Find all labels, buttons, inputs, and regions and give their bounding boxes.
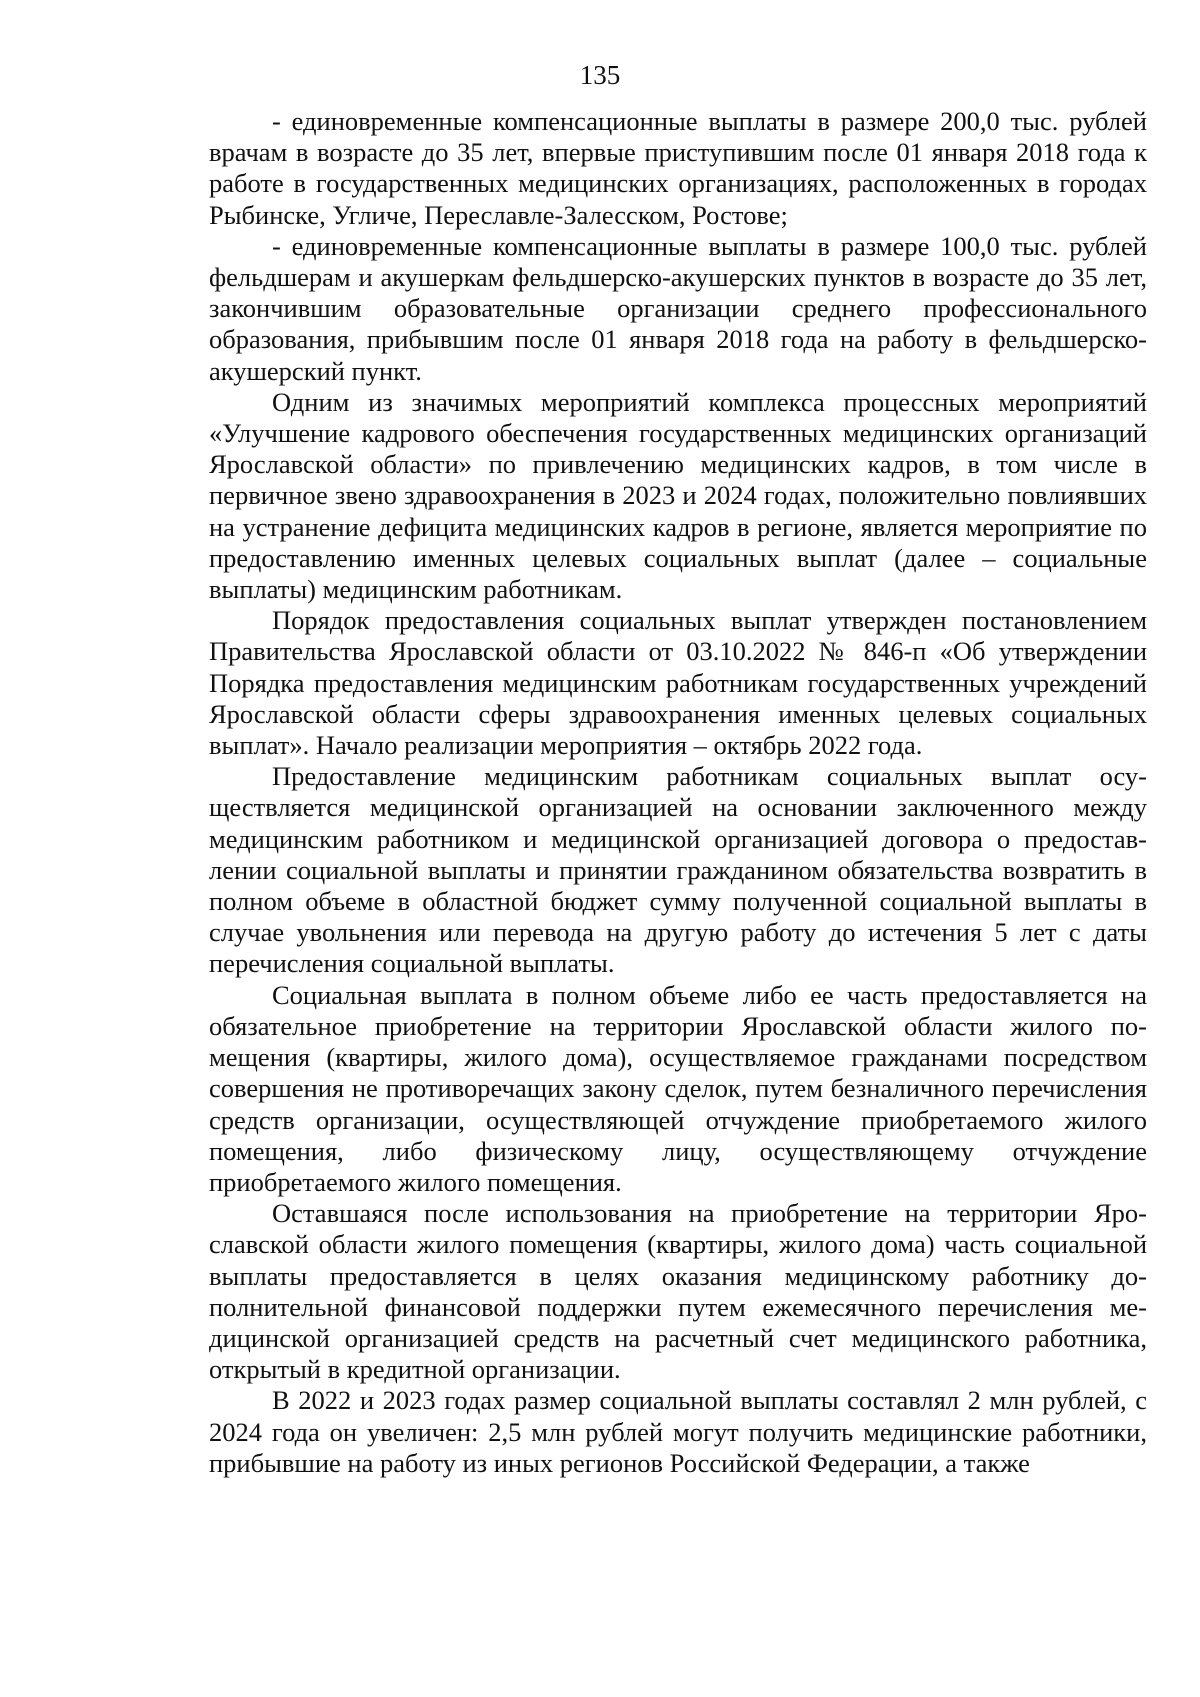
paragraph-doctors-payment: - единовременные компенсационные выплаты в размере 200,0 тыс. рублей врачам в возрасте до 35 лет, впервые приступившим после 01 января 2018 года к работе в государственных медицинских организациях, расположенных в городах Рыбинске, Угличе, Переславле-Залесском, Ростове; bbox=[209, 106, 1147, 230]
paragraph-remaining-payment: Оставшаяся после использования на приобретение на территории Ярославской области жилого помещения (квартиры, жилого дома) часть социальной выплаты предоставляется в целях оказания медицинскому работнику дополнительной финансовой поддержки путем ежемесячного перечисления медицинской организацией средств на расчетный счет медицинского работника, открытый в кредитной организации. bbox=[209, 1198, 1147, 1385]
page-number: 135 bbox=[579, 60, 621, 90]
paragraph-payment-amount: В 2022 и 2023 годах размер социальной выплаты составлял 2 млн рублей, с 2024 года он увеличен: 2,5 млн рублей могут получить медицинские работники, прибывшие на работу из иных регионов Российской Федерации, а также bbox=[209, 1385, 1147, 1478]
paragraph-procedure: Порядок предоставления социальных выплат утвержден постановлением Правительства Ярославской области от 03.10.2022 № 846-п «Об утверждении Порядка предоставления медицинским работникам государственных учреждений Ярославской области сферы здравоохранения именных целевых социальных выплат». Начало реализации мероприятия – октябрь 2022 года. bbox=[209, 605, 1147, 761]
paragraph-housing-purchase: Социальная выплата в полном объеме либо ее часть предоставляется на обязательное приобретение на территории Ярославской области жилого помещения (квартиры, жилого дома), осуществляемое гражданами посредством совершения не противоречащих закону сделок, путем безналичного перечисления средств организации, осуществляющей отчуждение приобретаемого жилого помещения, либо физическому лицу, осуществляющему отчуждение приобретаемого жилого помещения. bbox=[209, 979, 1147, 1197]
paragraph-paramedics-payment: - единовременные компенсационные выплаты в размере 100,0 тыс. рублей фельдшерам и акушеркам фельдшерско-акушерских пунктов в возрасте до 35 лет, закончившим образовательные организации среднего профессионального образования, прибывшим после 01 января 2018 года на работу в фельдшерско-акушерский пункт. bbox=[209, 230, 1147, 386]
document-body bbox=[209, 106, 1147, 1479]
paragraph-provision: Предоставление медицинским работникам социальных выплат осуществляется медицинской организацией на основании заключенного между медицинским работником и медицинской организацией договора о предоставлении социальной выплаты и принятии гражданином обязательства возвратить в полном объеме в областной бюджет сумму полученной социальной выплаты в случае увольнения или перевода на другую работу до истечения 5 лет с даты перечисления социальной выплаты. bbox=[209, 761, 1147, 979]
paragraph-key-measure: Одним из значимых мероприятий комплекса процессных мероприятий «Улучшение кадрового обеспечения государственных медицинских организаций Ярославской области» по привлечению медицинских кадров, в том числе в первичное звено здравоохранения в 2023 и 2024 годах, положительно повлиявших на устранение дефицита медицинских кадров в регионе, является мероприятие по предоставлению именных целевых социальных выплат (далее – социальные выплаты) медицинским работникам. bbox=[209, 386, 1147, 605]
